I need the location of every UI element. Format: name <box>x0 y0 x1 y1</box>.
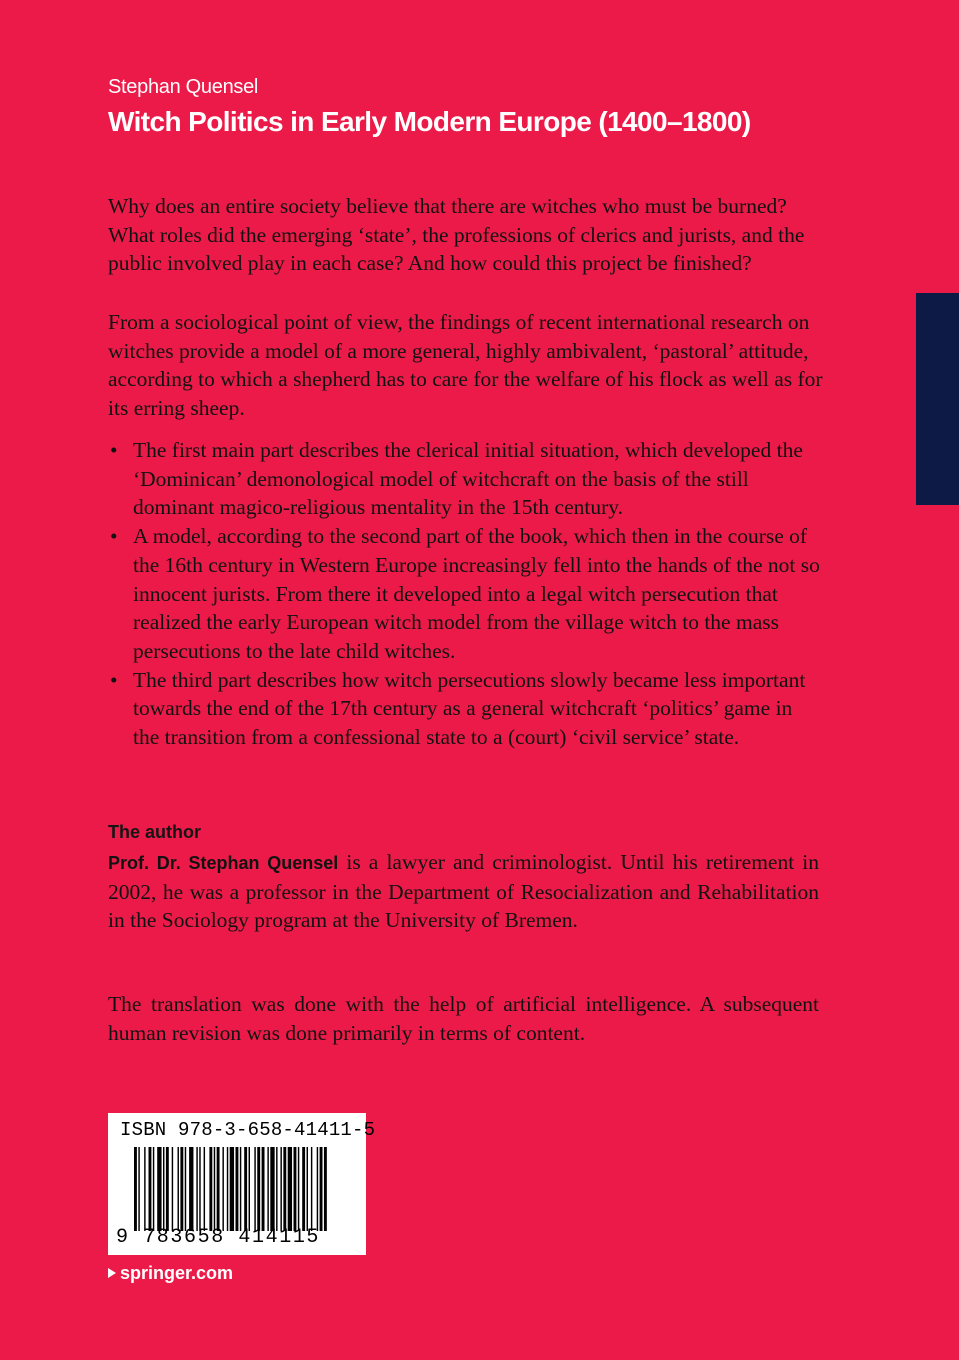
barcode-bar <box>262 1147 265 1231</box>
barcode-bar <box>227 1147 228 1231</box>
blurb-paragraph-1: Why does an entire society believe that there are witches who must be burned? What roles did the emerging ‘state’, the professions of clerics and jurists, and the public involved play in each case? And how could this project be finished? <box>108 194 805 276</box>
barcode-bar <box>294 1147 297 1231</box>
barcode-bar <box>134 1147 137 1231</box>
bullet-icon: • <box>110 667 118 692</box>
barcode-bar <box>209 1147 212 1231</box>
side-color-tab <box>916 293 959 505</box>
barcode-bar <box>276 1147 277 1231</box>
barcode-bar <box>217 1147 220 1231</box>
barcode-bar <box>307 1147 308 1231</box>
barcode-bar <box>254 1147 255 1231</box>
barcode-bar <box>267 1147 268 1231</box>
barcode-bar <box>163 1147 164 1231</box>
barcode-bar <box>230 1147 234 1231</box>
barcode-bar <box>320 1147 323 1231</box>
barcode-bar <box>144 1147 145 1231</box>
publisher-url: springer.com <box>120 1263 234 1283</box>
author-name: Stephan Quensel <box>108 76 259 98</box>
barcode-bar <box>298 1147 299 1231</box>
ean-digits: 9 783658 414115 <box>116 1226 321 1249</box>
barcode-bar <box>189 1147 193 1231</box>
isbn-barcode <box>108 1113 376 1255</box>
author-bio-name: Prof. Dr. Stephan Quensel <box>108 853 339 873</box>
bullet-icon: • <box>110 438 118 462</box>
barcode-bar <box>311 1147 312 1231</box>
bullet-text: The third part describes how witch persecutions slowly became less important towards the end of the 17th century as a general witchcraft ‘politics’ game in the transition from a confessional state to a (court) ‘civil service’ state. <box>133 667 806 750</box>
blurb-bullet-list <box>108 436 823 752</box>
barcode-bar <box>214 1147 215 1231</box>
barcode-bar <box>138 1147 139 1231</box>
barcode-bar <box>196 1147 197 1231</box>
author-bio <box>108 848 819 935</box>
barcode-bar <box>244 1147 247 1231</box>
barcode-bar <box>180 1147 183 1231</box>
barcode-bar <box>172 1147 173 1231</box>
barcode-bar <box>257 1147 260 1231</box>
list-item <box>108 436 823 522</box>
barcode-bar <box>249 1147 250 1231</box>
barcode-bar <box>157 1147 161 1231</box>
barcode-bar <box>240 1147 241 1231</box>
blurb-paragraph-2: From a sociological point of view, the findings of recent international research on witches provide a model of a more general, highly ambivalent, ‘pastoral’ attitude, according to which a shepherd has to care for the welfare of his flock as well as for its erring sheep. <box>108 310 823 421</box>
barcode-bar <box>302 1147 305 1231</box>
bullet-text: A model, according to the second part of the book, which then in the course of the 16th century in Western Europe increasingly fell into the hands of the not so innocent jurists. From there it developed into a legal witch persecution that realized the early European witch model from the village witch to the mass persecutions to the late child witches. <box>133 524 820 663</box>
translation-note: The translation was done with the help of artificial intelligence. A subsequent human revision was done primarily in terms of content. <box>108 992 819 1045</box>
isbn-label: ISBN 978-3-658-41411-5 <box>120 1119 376 1141</box>
barcode-bar <box>178 1147 179 1231</box>
list-item <box>108 666 823 752</box>
bullet-icon: • <box>110 524 118 549</box>
list-item <box>108 522 823 666</box>
barcode-bar <box>288 1147 292 1231</box>
barcode-bar <box>185 1147 186 1231</box>
barcode-bar <box>283 1147 286 1231</box>
book-title: Witch Politics in Early Modern Europe (1400–1800) <box>108 106 751 137</box>
barcode-bar <box>153 1147 154 1231</box>
barcode-bar <box>324 1147 327 1231</box>
author-bio-text: is a lawyer and criminologist. Until his retirement in 2002, he was a professor in the Department of Resocialization and Rehabilitation in the Sociology program at the University of Bremen. <box>108 850 820 933</box>
publisher-link[interactable] <box>108 1263 233 1284</box>
barcode-bar <box>270 1147 274 1231</box>
barcode-bar <box>317 1147 318 1231</box>
barcode-bar <box>236 1147 239 1231</box>
barcode-bar <box>199 1147 200 1231</box>
barcode-bar <box>204 1147 205 1231</box>
bullet-text: The first main part describes the clerical initial situation, which developed the ‘Dominican’ demonological model of witchcraft on the basis of the still dominant magico-religious mentality in the 15th century. <box>133 438 803 520</box>
barcode-bar <box>280 1147 281 1231</box>
author-section-heading: The author <box>108 822 201 842</box>
barcode-bar <box>222 1147 223 1231</box>
barcode-bar <box>166 1147 169 1231</box>
barcode-bar <box>149 1147 152 1231</box>
arrow-right-icon <box>108 1268 116 1278</box>
